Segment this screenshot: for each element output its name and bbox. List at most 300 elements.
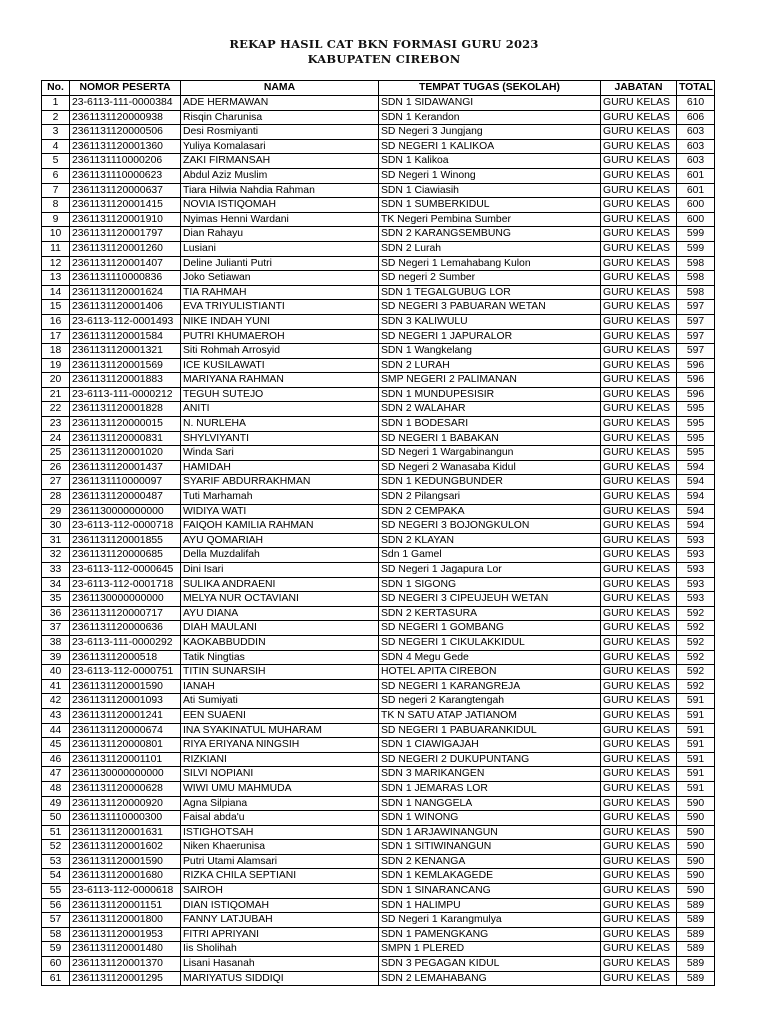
cell-no: 60 — [42, 957, 70, 972]
cell-tempat-tugas: SDN 2 KERTASURA — [379, 606, 601, 621]
cell-no: 15 — [42, 300, 70, 315]
cell-jabatan: GURU KELAS — [601, 183, 677, 198]
cell-no: 26 — [42, 460, 70, 475]
cell-tempat-tugas: SD negeri 2 Karangtengah — [379, 694, 601, 709]
cell-no: 18 — [42, 344, 70, 359]
table-row — [42, 752, 715, 767]
cell-tempat-tugas: SDN 1 SUMBERKIDUL — [379, 198, 601, 213]
cell-nama: Yuliya Komalasari — [181, 139, 379, 154]
cell-nomor-peserta: 23-6113-111-0000212 — [70, 387, 181, 402]
table-row — [42, 781, 715, 796]
table-row — [42, 358, 715, 373]
cell-nomor-peserta: 2361131120000628 — [70, 781, 181, 796]
cell-nama: TITIN SUNARSIH — [181, 665, 379, 680]
cell-total: 598 — [677, 285, 715, 300]
cell-tempat-tugas: SDN 1 PAMENGKANG — [379, 927, 601, 942]
cell-nama: SILVI NOPIANI — [181, 767, 379, 782]
cell-nomor-peserta: 236113112000518 — [70, 650, 181, 665]
cell-no: 61 — [42, 971, 70, 986]
cell-no: 11 — [42, 241, 70, 256]
cell-nama: DIAH MAULANI — [181, 621, 379, 636]
cell-tempat-tugas: SDN 1 Kerandon — [379, 110, 601, 125]
cell-no: 2 — [42, 110, 70, 125]
cell-total: 592 — [677, 621, 715, 636]
cell-tempat-tugas: SDN 1 CIAWIGAJAH — [379, 738, 601, 753]
cell-nomor-peserta: 2361131120001407 — [70, 256, 181, 271]
cell-tempat-tugas: SD NEGERI 1 CIKULAKKIDUL — [379, 635, 601, 650]
cell-total: 594 — [677, 504, 715, 519]
table-row — [42, 402, 715, 417]
cell-nomor-peserta: 2361131120001406 — [70, 300, 181, 315]
cell-total: 591 — [677, 738, 715, 753]
cell-no: 35 — [42, 592, 70, 607]
cell-total: 600 — [677, 198, 715, 213]
table-row — [42, 125, 715, 140]
cell-no: 48 — [42, 781, 70, 796]
cell-nama: KAOKABBUDDIN — [181, 635, 379, 650]
cell-jabatan: GURU KELAS — [601, 781, 677, 796]
cell-nama: WIDIYA WATI — [181, 504, 379, 519]
cell-tempat-tugas: TK Negeri Pembina Sumber — [379, 212, 601, 227]
cell-nomor-peserta: 2361131120001321 — [70, 344, 181, 359]
cell-jabatan: GURU KELAS — [601, 752, 677, 767]
cell-no: 14 — [42, 285, 70, 300]
cell-jabatan: GURU KELAS — [601, 606, 677, 621]
cell-nama: PUTRI KHUMAEROH — [181, 329, 379, 344]
cell-nama: Putri Utami Alamsari — [181, 854, 379, 869]
cell-total: 596 — [677, 373, 715, 388]
cell-tempat-tugas: SDN 2 WALAHAR — [379, 402, 601, 417]
cell-total: 591 — [677, 708, 715, 723]
cell-no: 45 — [42, 738, 70, 753]
cell-jabatan: GURU KELAS — [601, 738, 677, 753]
cell-total: 592 — [677, 635, 715, 650]
cell-nomor-peserta: 2361130000000000 — [70, 592, 181, 607]
cell-nomor-peserta: 2361131120001260 — [70, 241, 181, 256]
cell-no: 5 — [42, 154, 70, 169]
cell-nama: AYU DIANA — [181, 606, 379, 621]
cell-jabatan: GURU KELAS — [601, 840, 677, 855]
cell-nama: Deline Julianti Putri — [181, 256, 379, 271]
table-row — [42, 592, 715, 607]
cell-nama: Joko Setiawan — [181, 271, 379, 286]
cell-nomor-peserta: 23-6113-112-0000718 — [70, 519, 181, 534]
cell-tempat-tugas: SDN 2 Lurah — [379, 241, 601, 256]
cell-no: 29 — [42, 504, 70, 519]
table-row — [42, 665, 715, 680]
cell-nomor-peserta: 2361130000000000 — [70, 767, 181, 782]
cell-nama: Tuti Marhamah — [181, 490, 379, 505]
cell-tempat-tugas: SD negeri 2 Sumber — [379, 271, 601, 286]
cell-jabatan: GURU KELAS — [601, 212, 677, 227]
cell-total: 597 — [677, 329, 715, 344]
cell-total: 593 — [677, 577, 715, 592]
cell-jabatan: GURU KELAS — [601, 154, 677, 169]
cell-jabatan: GURU KELAS — [601, 198, 677, 213]
table-row — [42, 738, 715, 753]
cell-nomor-peserta: 2361131120001151 — [70, 898, 181, 913]
cell-jabatan: GURU KELAS — [601, 898, 677, 913]
cell-tempat-tugas: SDN 1 SIDAWANGI — [379, 96, 601, 111]
table-row — [42, 285, 715, 300]
cell-nama: NIKE INDAH YUNI — [181, 314, 379, 329]
cell-nomor-peserta: 2361131120000831 — [70, 431, 181, 446]
cell-jabatan: GURU KELAS — [601, 694, 677, 709]
table-row — [42, 431, 715, 446]
cell-nomor-peserta: 2361131120001855 — [70, 533, 181, 548]
cell-jabatan: GURU KELAS — [601, 884, 677, 899]
cell-total: 593 — [677, 563, 715, 578]
cell-nama: Tiara Hilwia Nahdia Rahman — [181, 183, 379, 198]
cell-no: 30 — [42, 519, 70, 534]
cell-nama: EEN SUAENI — [181, 708, 379, 723]
cell-tempat-tugas: SD Negeri 2 Wanasaba Kidul — [379, 460, 601, 475]
cell-jabatan: GURU KELAS — [601, 241, 677, 256]
cell-nama: RIZKIANI — [181, 752, 379, 767]
cell-tempat-tugas: SDN 2 LEMAHABANG — [379, 971, 601, 986]
cell-jabatan: GURU KELAS — [601, 344, 677, 359]
cell-total: 596 — [677, 387, 715, 402]
cell-nomor-peserta: 23-6113-112-0000618 — [70, 884, 181, 899]
cell-nomor-peserta: 2361131120001480 — [70, 942, 181, 957]
cell-tempat-tugas: SDN 2 CEMPAKA — [379, 504, 601, 519]
cell-jabatan: GURU KELAS — [601, 490, 677, 505]
cell-tempat-tugas: SD NEGERI 3 CIPEUJEUH WETAN — [379, 592, 601, 607]
cell-nama: Nyimas Henni Wardani — [181, 212, 379, 227]
cell-nama: Tatik Ningtias — [181, 650, 379, 665]
cell-nama: HAMIDAH — [181, 460, 379, 475]
cell-nomor-peserta: 2361131120001624 — [70, 285, 181, 300]
cell-no: 42 — [42, 694, 70, 709]
cell-total: 598 — [677, 271, 715, 286]
cell-no: 28 — [42, 490, 70, 505]
cell-jabatan: GURU KELAS — [601, 621, 677, 636]
cell-jabatan: GURU KELAS — [601, 825, 677, 840]
table-row — [42, 533, 715, 548]
table-body — [42, 96, 715, 986]
cell-total: 592 — [677, 650, 715, 665]
cell-tempat-tugas: SDN 3 MARIKANGEN — [379, 767, 601, 782]
cell-nama: DIAN ISTIQOMAH — [181, 898, 379, 913]
cell-jabatan: GURU KELAS — [601, 796, 677, 811]
cell-jabatan: GURU KELAS — [601, 708, 677, 723]
table-row — [42, 621, 715, 636]
cell-total: 589 — [677, 971, 715, 986]
cell-no: 34 — [42, 577, 70, 592]
cell-total: 603 — [677, 154, 715, 169]
cell-nomor-peserta: 2361131120001360 — [70, 139, 181, 154]
cell-no: 55 — [42, 884, 70, 899]
cell-nomor-peserta: 2361131110000300 — [70, 811, 181, 826]
table-row — [42, 679, 715, 694]
cell-no: 56 — [42, 898, 70, 913]
table-row — [42, 475, 715, 490]
cell-tempat-tugas: SDN 1 KEDUNGBUNDER — [379, 475, 601, 490]
cell-nomor-peserta: 2361131120000920 — [70, 796, 181, 811]
table-row — [42, 694, 715, 709]
cell-no: 22 — [42, 402, 70, 417]
cell-tempat-tugas: SD NEGERI 1 JAPURALOR — [379, 329, 601, 344]
cell-no: 38 — [42, 635, 70, 650]
cell-total: 593 — [677, 533, 715, 548]
cell-nama: Faisal abda'u — [181, 811, 379, 826]
cell-total: 603 — [677, 125, 715, 140]
cell-nama: Niken Khaerunisa — [181, 840, 379, 855]
cell-no: 47 — [42, 767, 70, 782]
document-subtitle: KABUPATEN CIREBON — [307, 52, 461, 66]
table-row — [42, 913, 715, 928]
cell-total: 596 — [677, 358, 715, 373]
cell-tempat-tugas: SD NEGERI 1 GOMBANG — [379, 621, 601, 636]
cell-tempat-tugas: SDN 1 SIGONG — [379, 577, 601, 592]
cell-total: 590 — [677, 840, 715, 855]
cell-jabatan: GURU KELAS — [601, 446, 677, 461]
cell-nama: ISTIGHOTSAH — [181, 825, 379, 840]
table-row — [42, 256, 715, 271]
table-row — [42, 519, 715, 534]
cell-nama: ADE HERMAWAN — [181, 96, 379, 111]
column-header-total: TOTAL — [677, 81, 715, 96]
table-row — [42, 344, 715, 359]
cell-no: 21 — [42, 387, 70, 402]
cell-nomor-peserta: 2361131120000487 — [70, 490, 181, 505]
table-row — [42, 490, 715, 505]
cell-jabatan: GURU KELAS — [601, 533, 677, 548]
cell-no: 7 — [42, 183, 70, 198]
cell-nomor-peserta: 23-6113-112-0000751 — [70, 665, 181, 680]
cell-nomor-peserta: 2361131120000938 — [70, 110, 181, 125]
cell-no: 46 — [42, 752, 70, 767]
cell-jabatan: GURU KELAS — [601, 635, 677, 650]
cell-jabatan: GURU KELAS — [601, 650, 677, 665]
cell-nomor-peserta: 2361131120000015 — [70, 417, 181, 432]
cell-nama: Iis Sholihah — [181, 942, 379, 957]
cell-nomor-peserta: 2361131120001631 — [70, 825, 181, 840]
cell-total: 594 — [677, 460, 715, 475]
cell-nama: ICE KUSILAWATI — [181, 358, 379, 373]
cell-tempat-tugas: SDN 1 Ciawiasih — [379, 183, 601, 198]
cell-tempat-tugas: SDN 1 Kalikoa — [379, 154, 601, 169]
cell-nomor-peserta: 2361131120000506 — [70, 125, 181, 140]
document-title: REKAP HASIL CAT BKN FORMASI GURU 2023 — [229, 37, 539, 51]
cell-total: 590 — [677, 854, 715, 869]
cell-nama: Desi Rosmiyanti — [181, 125, 379, 140]
cell-nama: FANNY LATJUBAH — [181, 913, 379, 928]
table-row — [42, 840, 715, 855]
cell-tempat-tugas: SDN 3 KALIWULU — [379, 314, 601, 329]
table-row — [42, 796, 715, 811]
cell-tempat-tugas: SDN 4 Megu Gede — [379, 650, 601, 665]
table-row — [42, 212, 715, 227]
cell-jabatan: GURU KELAS — [601, 957, 677, 972]
cell-total: 590 — [677, 869, 715, 884]
cell-total: 593 — [677, 548, 715, 563]
cell-total: 595 — [677, 402, 715, 417]
cell-nomor-peserta: 2361131120001584 — [70, 329, 181, 344]
cell-no: 39 — [42, 650, 70, 665]
cell-nomor-peserta: 2361131120000685 — [70, 548, 181, 563]
table-row — [42, 110, 715, 125]
cell-no: 17 — [42, 329, 70, 344]
cell-tempat-tugas: SMPN 1 PLERED — [379, 942, 601, 957]
cell-total: 594 — [677, 475, 715, 490]
cell-total: 590 — [677, 811, 715, 826]
cell-no: 44 — [42, 723, 70, 738]
table-row — [42, 154, 715, 169]
cell-jabatan: GURU KELAS — [601, 387, 677, 402]
cell-jabatan: GURU KELAS — [601, 592, 677, 607]
cell-nomor-peserta: 2361131120001101 — [70, 752, 181, 767]
cell-total: 600 — [677, 212, 715, 227]
cell-jabatan: GURU KELAS — [601, 679, 677, 694]
cell-jabatan: GURU KELAS — [601, 431, 677, 446]
cell-tempat-tugas: SDN 2 Pilangsari — [379, 490, 601, 505]
cell-jabatan: GURU KELAS — [601, 358, 677, 373]
cell-jabatan: GURU KELAS — [601, 942, 677, 957]
table-row — [42, 825, 715, 840]
cell-total: 597 — [677, 300, 715, 315]
cell-tempat-tugas: HOTEL APITA CIREBON — [379, 665, 601, 680]
table-row — [42, 767, 715, 782]
cell-no: 50 — [42, 811, 70, 826]
cell-jabatan: GURU KELAS — [601, 125, 677, 140]
cell-total: 591 — [677, 752, 715, 767]
cell-tempat-tugas: SDN 2 KLAYAN — [379, 533, 601, 548]
cell-nama: SAIROH — [181, 884, 379, 899]
cell-nama: SHYLVIYANTI — [181, 431, 379, 446]
cell-jabatan: GURU KELAS — [601, 271, 677, 286]
cell-total: 601 — [677, 183, 715, 198]
cell-jabatan: GURU KELAS — [601, 854, 677, 869]
table-row — [42, 811, 715, 826]
cell-total: 593 — [677, 592, 715, 607]
cell-total: 590 — [677, 825, 715, 840]
cell-tempat-tugas: SDN 1 SINARANCANG — [379, 884, 601, 899]
cell-no: 19 — [42, 358, 70, 373]
cell-no: 43 — [42, 708, 70, 723]
cell-jabatan: GURU KELAS — [601, 519, 677, 534]
cell-nomor-peserta: 2361131120001797 — [70, 227, 181, 242]
cell-no: 24 — [42, 431, 70, 446]
cell-nama: AYU QOMARIAH — [181, 533, 379, 548]
cell-tempat-tugas: SMP NEGERI 2 PALIMANAN — [379, 373, 601, 388]
cell-no: 52 — [42, 840, 70, 855]
cell-no: 25 — [42, 446, 70, 461]
cell-tempat-tugas: Sdn 1 Gamel — [379, 548, 601, 563]
cell-no: 51 — [42, 825, 70, 840]
cell-nomor-peserta: 2361131120001020 — [70, 446, 181, 461]
cell-nomor-peserta: 2361131110000206 — [70, 154, 181, 169]
cell-no: 49 — [42, 796, 70, 811]
cell-jabatan: GURU KELAS — [601, 329, 677, 344]
cell-tempat-tugas: SD Negeri 1 Lemahabang Kulon — [379, 256, 601, 271]
table-row — [42, 927, 715, 942]
cell-jabatan: GURU KELAS — [601, 110, 677, 125]
cell-no: 36 — [42, 606, 70, 621]
cell-nomor-peserta: 2361131120000636 — [70, 621, 181, 636]
cell-no: 3 — [42, 125, 70, 140]
cell-tempat-tugas: SD Negeri 1 Karangmulya — [379, 913, 601, 928]
cell-no: 4 — [42, 139, 70, 154]
cell-jabatan: GURU KELAS — [601, 811, 677, 826]
cell-nama: MARIYANA RAHMAN — [181, 373, 379, 388]
cell-nama: Siti Rohmah Arrosyid — [181, 344, 379, 359]
cell-tempat-tugas: SD NEGERI 3 BOJONGKULON — [379, 519, 601, 534]
cell-no: 9 — [42, 212, 70, 227]
cell-nama: Dian Rahayu — [181, 227, 379, 242]
table-row — [42, 446, 715, 461]
cell-total: 592 — [677, 679, 715, 694]
cell-nama: IANAH — [181, 679, 379, 694]
cell-total: 603 — [677, 139, 715, 154]
table-row — [42, 577, 715, 592]
cell-nomor-peserta: 2361131120001800 — [70, 913, 181, 928]
table-row — [42, 548, 715, 563]
cell-tempat-tugas: SD Negeri 1 Wargabinangun — [379, 446, 601, 461]
cell-jabatan: GURU KELAS — [601, 504, 677, 519]
cell-nomor-peserta: 2361130000000000 — [70, 504, 181, 519]
cell-total: 589 — [677, 913, 715, 928]
cell-jabatan: GURU KELAS — [601, 227, 677, 242]
cell-jabatan: GURU KELAS — [601, 314, 677, 329]
cell-jabatan: GURU KELAS — [601, 665, 677, 680]
cell-total: 590 — [677, 796, 715, 811]
table-row — [42, 168, 715, 183]
cell-nama: INA SYAKINATUL MUHARAM — [181, 723, 379, 738]
cell-no: 6 — [42, 168, 70, 183]
cell-no: 40 — [42, 665, 70, 680]
cell-nomor-peserta: 2361131120001828 — [70, 402, 181, 417]
table-row — [42, 650, 715, 665]
cell-no: 23 — [42, 417, 70, 432]
cell-jabatan: GURU KELAS — [601, 563, 677, 578]
table-row — [42, 723, 715, 738]
table-row — [42, 241, 715, 256]
cell-total: 594 — [677, 490, 715, 505]
cell-tempat-tugas: SDN 3 PEGAGAN KIDUL — [379, 957, 601, 972]
cell-total: 610 — [677, 96, 715, 111]
cell-nama: N. NURLEHA — [181, 417, 379, 432]
cell-no: 12 — [42, 256, 70, 271]
cell-tempat-tugas: SDN 1 HALIMPU — [379, 898, 601, 913]
cell-nomor-peserta: 2361131120001295 — [70, 971, 181, 986]
cell-nama: TIA RAHMAH — [181, 285, 379, 300]
cell-nama: RIZKA CHILA SEPTIANI — [181, 869, 379, 884]
table-row — [42, 183, 715, 198]
cell-total: 595 — [677, 431, 715, 446]
cell-tempat-tugas: SDN 1 ARJAWINANGUN — [379, 825, 601, 840]
cell-jabatan: GURU KELAS — [601, 913, 677, 928]
table-header-row — [42, 81, 715, 96]
cell-tempat-tugas: SDN 1 KEMLAKAGEDE — [379, 869, 601, 884]
cell-jabatan: GURU KELAS — [601, 577, 677, 592]
column-header-no: No. — [42, 81, 70, 96]
cell-jabatan: GURU KELAS — [601, 460, 677, 475]
table-row — [42, 563, 715, 578]
cell-total: 591 — [677, 694, 715, 709]
cell-total: 598 — [677, 256, 715, 271]
cell-nomor-peserta: 2361131120001437 — [70, 460, 181, 475]
cell-jabatan: GURU KELAS — [601, 139, 677, 154]
cell-nomor-peserta: 23-6113-112-0001718 — [70, 577, 181, 592]
table-row — [42, 417, 715, 432]
table-row — [42, 957, 715, 972]
cell-total: 594 — [677, 519, 715, 534]
cell-nama: Dini Isari — [181, 563, 379, 578]
cell-total: 606 — [677, 110, 715, 125]
table-row — [42, 854, 715, 869]
cell-no: 8 — [42, 198, 70, 213]
